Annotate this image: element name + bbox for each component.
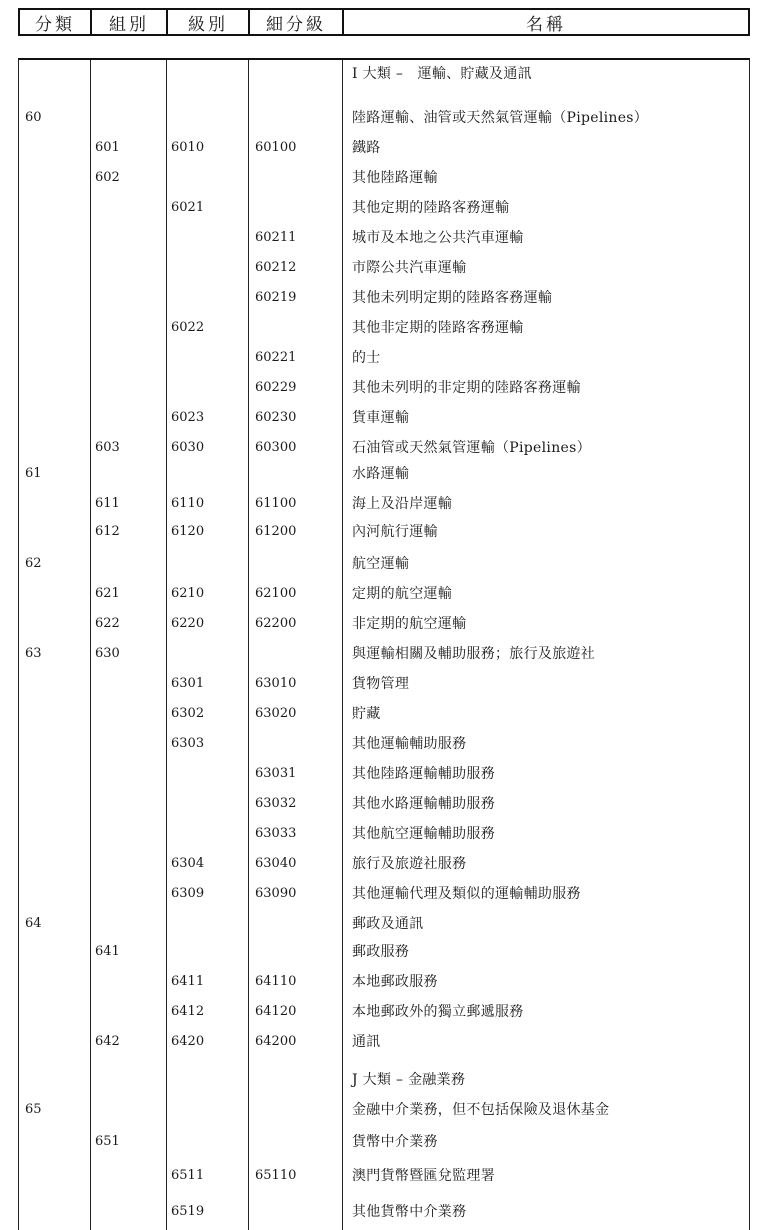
subclass-code: 60100 (255, 140, 297, 155)
header-category: 分類 (20, 10, 92, 34)
subclass-code: 63032 (255, 796, 297, 811)
header-class: 級別 (168, 10, 250, 34)
table-row (19, 346, 749, 370)
item-name: 旅行及旅遊社服務 (352, 856, 467, 872)
table-row (19, 612, 749, 636)
group-code: 651 (95, 1134, 120, 1149)
subclass-code: 63033 (255, 826, 297, 841)
header-group: 組別 (92, 10, 168, 34)
item-name: 通訊 (352, 1034, 381, 1050)
group-code: 641 (95, 944, 120, 959)
table-row (19, 582, 749, 606)
category-code: 60 (25, 110, 42, 125)
table-row (19, 702, 749, 726)
subclass-code: 60211 (255, 230, 297, 245)
table-row (19, 136, 749, 160)
table-row (19, 792, 749, 816)
table-header (18, 8, 750, 36)
group-code: 601 (95, 140, 120, 155)
table-row (19, 970, 749, 994)
item-name: 海上及沿岸運輸 (352, 496, 453, 512)
item-name: 貯藏 (352, 706, 381, 722)
table-row (19, 406, 749, 430)
table-row (19, 316, 749, 340)
subclass-code: 63020 (255, 706, 297, 721)
subclass-code: 63090 (255, 886, 297, 901)
subclass-code: 60212 (255, 260, 297, 275)
table-row (19, 492, 749, 516)
classification-table (18, 58, 750, 1230)
item-name: 其他陸路運輸 (352, 170, 438, 186)
table-row (19, 1130, 749, 1154)
item-name: 城市及本地之公共汽車運輸 (352, 230, 524, 246)
item-name: 其他陸路運輸輔助服務 (352, 766, 495, 782)
item-name: 其他定期的陸路客務運輸 (352, 200, 510, 216)
table-row (19, 1068, 749, 1092)
table-row (19, 882, 749, 906)
item-name: 其他未列明的非定期的陸路客務運輸 (352, 380, 581, 396)
subclass-code: 61200 (255, 524, 297, 539)
class-code: 6420 (171, 1034, 205, 1049)
category-code: 64 (25, 916, 42, 931)
table-row (19, 1000, 749, 1024)
table-row (19, 672, 749, 696)
class-code: 6120 (171, 524, 205, 539)
table-row (19, 256, 749, 280)
item-name: 其他運輸代理及類似的運輸輔助服務 (352, 886, 581, 902)
table-row (19, 1164, 749, 1188)
item-name: 非定期的航空運輸 (352, 616, 467, 632)
item-name: 本地郵政服務 (352, 974, 438, 990)
class-code: 6411 (171, 974, 205, 989)
table-row (19, 940, 749, 964)
table-row (19, 822, 749, 846)
subclass-code: 65110 (255, 1168, 297, 1183)
item-name: 貨物管理 (352, 676, 410, 692)
table-row (19, 762, 749, 786)
item-name: 市際公共汽車運輸 (352, 260, 467, 276)
class-code: 6010 (171, 140, 205, 155)
category-code: 63 (25, 646, 42, 661)
class-code: 6210 (171, 586, 205, 601)
item-name: I 大類 – 運輸、貯藏及通訊 (352, 66, 532, 82)
item-name: 內河航行運輸 (352, 524, 438, 540)
item-name: 金融中介業務，但不包括保險及退休基金 (352, 1102, 610, 1118)
item-name: 郵政服務 (352, 944, 410, 960)
item-name: 陸路運輸、油管或天然氣管運輸（Pipelines） (352, 110, 649, 126)
item-name: 鐵路 (352, 140, 381, 156)
item-name: 貨幣中介業務 (352, 1134, 438, 1150)
class-code: 6023 (171, 410, 205, 425)
table-row (19, 1200, 749, 1224)
category-code: 61 (25, 466, 42, 481)
subclass-code: 62100 (255, 586, 297, 601)
item-name: 航空運輸 (352, 556, 410, 572)
class-code: 6519 (171, 1204, 205, 1219)
table-row (19, 286, 749, 310)
subclass-code: 63010 (255, 676, 297, 691)
subclass-code: 64120 (255, 1004, 297, 1019)
class-code: 6303 (171, 736, 205, 751)
table-row (19, 552, 749, 576)
group-code: 612 (95, 524, 120, 539)
header-subclass: 細分級 (250, 10, 344, 34)
subclass-code: 60230 (255, 410, 297, 425)
subclass-code: 64200 (255, 1034, 297, 1049)
item-name: 其他未列明定期的陸路客務運輸 (352, 290, 553, 306)
class-code: 6021 (171, 200, 205, 215)
item-name: 郵政及通訊 (352, 916, 424, 932)
category-code: 65 (25, 1102, 42, 1117)
item-name: J 大類 – 金融業務 (352, 1072, 466, 1088)
subclass-code: 63031 (255, 766, 297, 781)
subclass-code: 60229 (255, 380, 297, 395)
table-row (19, 1030, 749, 1054)
group-code: 630 (95, 646, 120, 661)
item-name: 其他水路運輸輔助服務 (352, 796, 495, 812)
group-code: 603 (95, 440, 120, 455)
table-row (19, 166, 749, 190)
item-name: 其他運輸輔助服務 (352, 736, 467, 752)
class-code: 6302 (171, 706, 205, 721)
class-code: 6309 (171, 886, 205, 901)
table-row (19, 1098, 749, 1122)
class-code: 6030 (171, 440, 205, 455)
class-code: 6511 (171, 1168, 205, 1183)
item-name: 石油管或天然氣管運輸（Pipelines） (352, 440, 591, 456)
table-row (19, 520, 749, 544)
table-row (19, 106, 749, 130)
table-row (19, 436, 749, 460)
subclass-code: 62200 (255, 616, 297, 631)
subclass-code: 60219 (255, 290, 297, 305)
table-row (19, 732, 749, 756)
table-row (19, 226, 749, 250)
class-code: 6301 (171, 676, 205, 691)
table-row (19, 642, 749, 666)
class-code: 6022 (171, 320, 205, 335)
class-code: 6110 (171, 496, 205, 511)
group-code: 602 (95, 170, 120, 185)
subclass-code: 60221 (255, 350, 297, 365)
group-code: 622 (95, 616, 120, 631)
item-name: 其他航空運輸輔助服務 (352, 826, 495, 842)
category-code: 62 (25, 556, 42, 571)
table-row (19, 462, 749, 486)
table-row (19, 196, 749, 220)
header-name: 名稱 (526, 14, 566, 35)
class-code: 6412 (171, 1004, 205, 1019)
item-name: 與運輸相關及輔助服務；旅行及旅遊社 (352, 646, 596, 662)
item-name: 的士 (352, 350, 381, 366)
subclass-code: 64110 (255, 974, 297, 989)
table-row (19, 376, 749, 400)
subclass-code: 63040 (255, 856, 297, 871)
subclass-code: 60300 (255, 440, 297, 455)
item-name: 貨車運輸 (352, 410, 410, 426)
item-name: 本地郵政外的獨立郵遞服務 (352, 1004, 524, 1020)
group-code: 621 (95, 586, 120, 601)
class-code: 6304 (171, 856, 205, 871)
table-row (19, 912, 749, 936)
item-name: 其他貨幣中介業務 (352, 1204, 467, 1220)
item-name: 其他非定期的陸路客務運輸 (352, 320, 524, 336)
group-code: 642 (95, 1034, 120, 1049)
item-name: 澳門貨幣暨匯兌監理署 (352, 1168, 495, 1184)
subclass-code: 61100 (255, 496, 297, 511)
table-row (19, 62, 749, 86)
item-name: 水路運輸 (352, 466, 410, 482)
table-row (19, 852, 749, 876)
group-code: 611 (95, 496, 120, 511)
class-code: 6220 (171, 616, 205, 631)
item-name: 定期的航空運輸 (352, 586, 453, 602)
